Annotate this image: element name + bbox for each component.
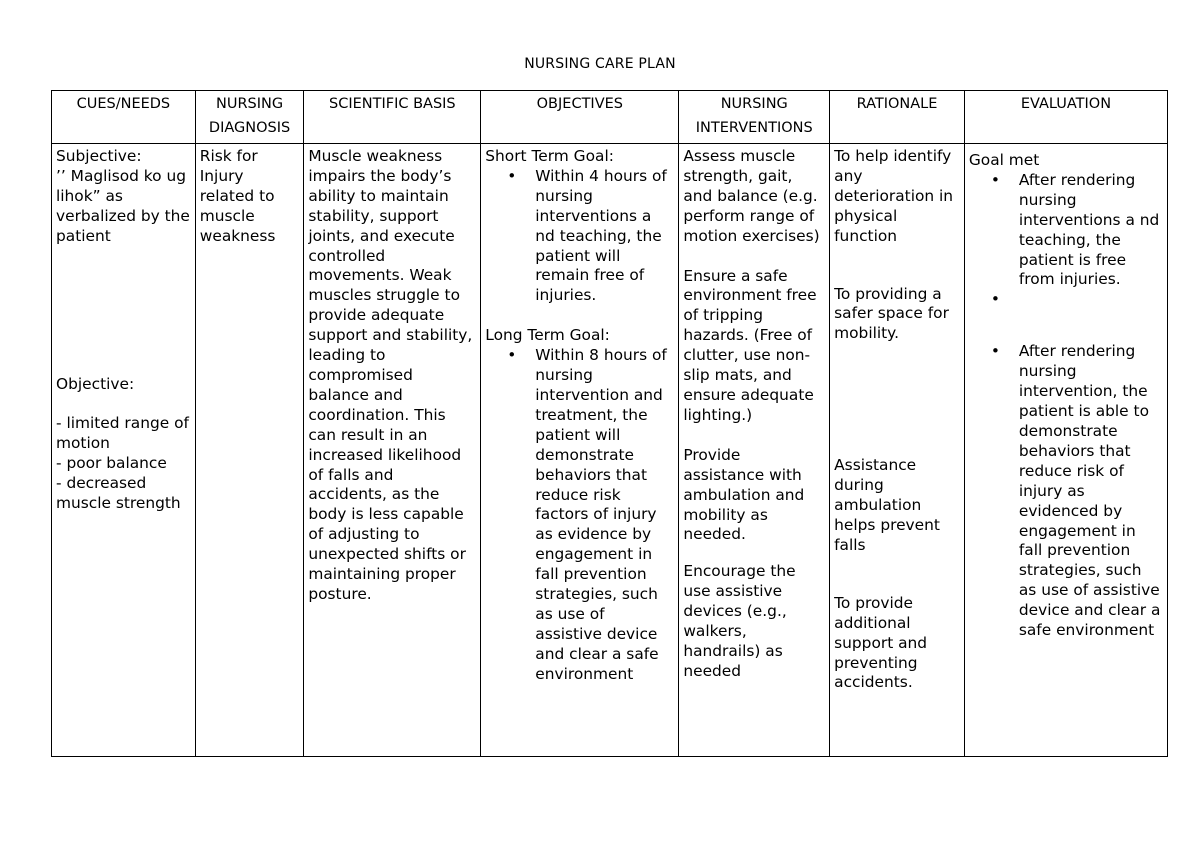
header-scientific-basis: SCIENTIFIC BASIS bbox=[304, 91, 481, 144]
short-term-label: Short Term Goal: bbox=[485, 147, 614, 165]
header-diagnosis: NURSING DIAGNOSIS bbox=[195, 91, 304, 144]
objective-item: - limited range of motion bbox=[56, 414, 189, 453]
evaluation-spacer bbox=[1019, 290, 1163, 342]
header-cues: CUES/NEEDS bbox=[52, 91, 196, 144]
rationale-item: To provide additional support and preventing accidents. bbox=[834, 593, 928, 692]
rationale-item: To providing a safer space for mobility. bbox=[834, 284, 949, 343]
objective-item: - decreased muscle strength bbox=[56, 474, 181, 513]
care-plan-table bbox=[51, 90, 1168, 757]
objective-label: Objective: bbox=[56, 374, 135, 393]
intervention-item: Encourage the use assistive devices (e.g., walkers, handrails) as needed bbox=[683, 562, 796, 680]
scientific-basis-cell: Muscle weakness impairs the body’s ability to maintain stability, support joints, and execute controlled movements. Weak muscles struggle to provide adequate support and stability, leading to compromised balance and coordination. This can result in an increased likelihood of falls and accidents, as the body is less capable of adjusting to unexpected shifts or maintaining proper posture. bbox=[304, 144, 481, 757]
header-evaluation: EVALUATION bbox=[964, 91, 1167, 144]
evaluation-status: Goal met bbox=[968, 151, 1040, 169]
intervention-item: Ensure a safe environment free of tripping hazards. (Free of clutter, use non-slip mats, and ensure adequate lighting.) bbox=[683, 266, 817, 424]
evaluation-list bbox=[969, 171, 1163, 641]
long-term-label: Long Term Goal: bbox=[485, 326, 610, 345]
header-interventions: NURSING INTERVENTIONS bbox=[679, 91, 830, 144]
rationale-cell bbox=[830, 144, 965, 757]
long-term-list bbox=[485, 346, 674, 684]
short-term-list bbox=[485, 167, 674, 306]
objectives-cell bbox=[481, 144, 679, 757]
header-row bbox=[52, 91, 1168, 144]
header-objectives: OBJECTIVES bbox=[481, 91, 679, 144]
subjective-text: ’’ Maglisod ko ug lihok” as verbalized by the patient bbox=[56, 166, 190, 245]
content-row bbox=[52, 144, 1168, 757]
evaluation-item: • After rendering nursing interventions a nd teaching, the patient is free from injuries. bbox=[1019, 171, 1163, 290]
objective-item: - poor balance bbox=[56, 454, 167, 473]
diagnosis-cell: Risk for Injury related to muscle weakness bbox=[195, 144, 304, 757]
rationale-item: Assistance during ambulation helps prevent falls bbox=[834, 456, 940, 554]
intervention-item: Assess muscle strength, gait, and balance (e.g. perform range of motion exercises) bbox=[683, 147, 820, 245]
long-term-goal: • Within 8 hours of nursing intervention and treatment, the patient will demonstrate behaviors that reduce risk factors of injury as evidence by engagement in fall prevention strategies, such as use of assistive device and clear a safe environment bbox=[535, 346, 674, 684]
header-rationale: RATIONALE bbox=[830, 91, 965, 144]
cues-cell bbox=[52, 144, 196, 757]
intervention-item: Provide assistance with ambulation and mobility as needed. bbox=[683, 445, 805, 544]
interventions-cell bbox=[679, 144, 830, 757]
short-term-goal: • Within 4 hours of nursing interventions a nd teaching, the patient will remain free of injuries. bbox=[535, 167, 674, 306]
rationale-item: To help identify any deterioration in physical function bbox=[834, 147, 954, 245]
evaluation-item: • After rendering nursing intervention, the patient is able to demonstrate behaviors that reduce risk of injury as evidenced by engagement in fall prevention strategies, such as use of assistive device and clear a safe environment bbox=[1019, 342, 1163, 641]
evaluation-cell bbox=[964, 144, 1167, 757]
subjective-label: Subjective: bbox=[56, 147, 142, 165]
page-title: NURSING CARE PLAN bbox=[524, 56, 676, 72]
